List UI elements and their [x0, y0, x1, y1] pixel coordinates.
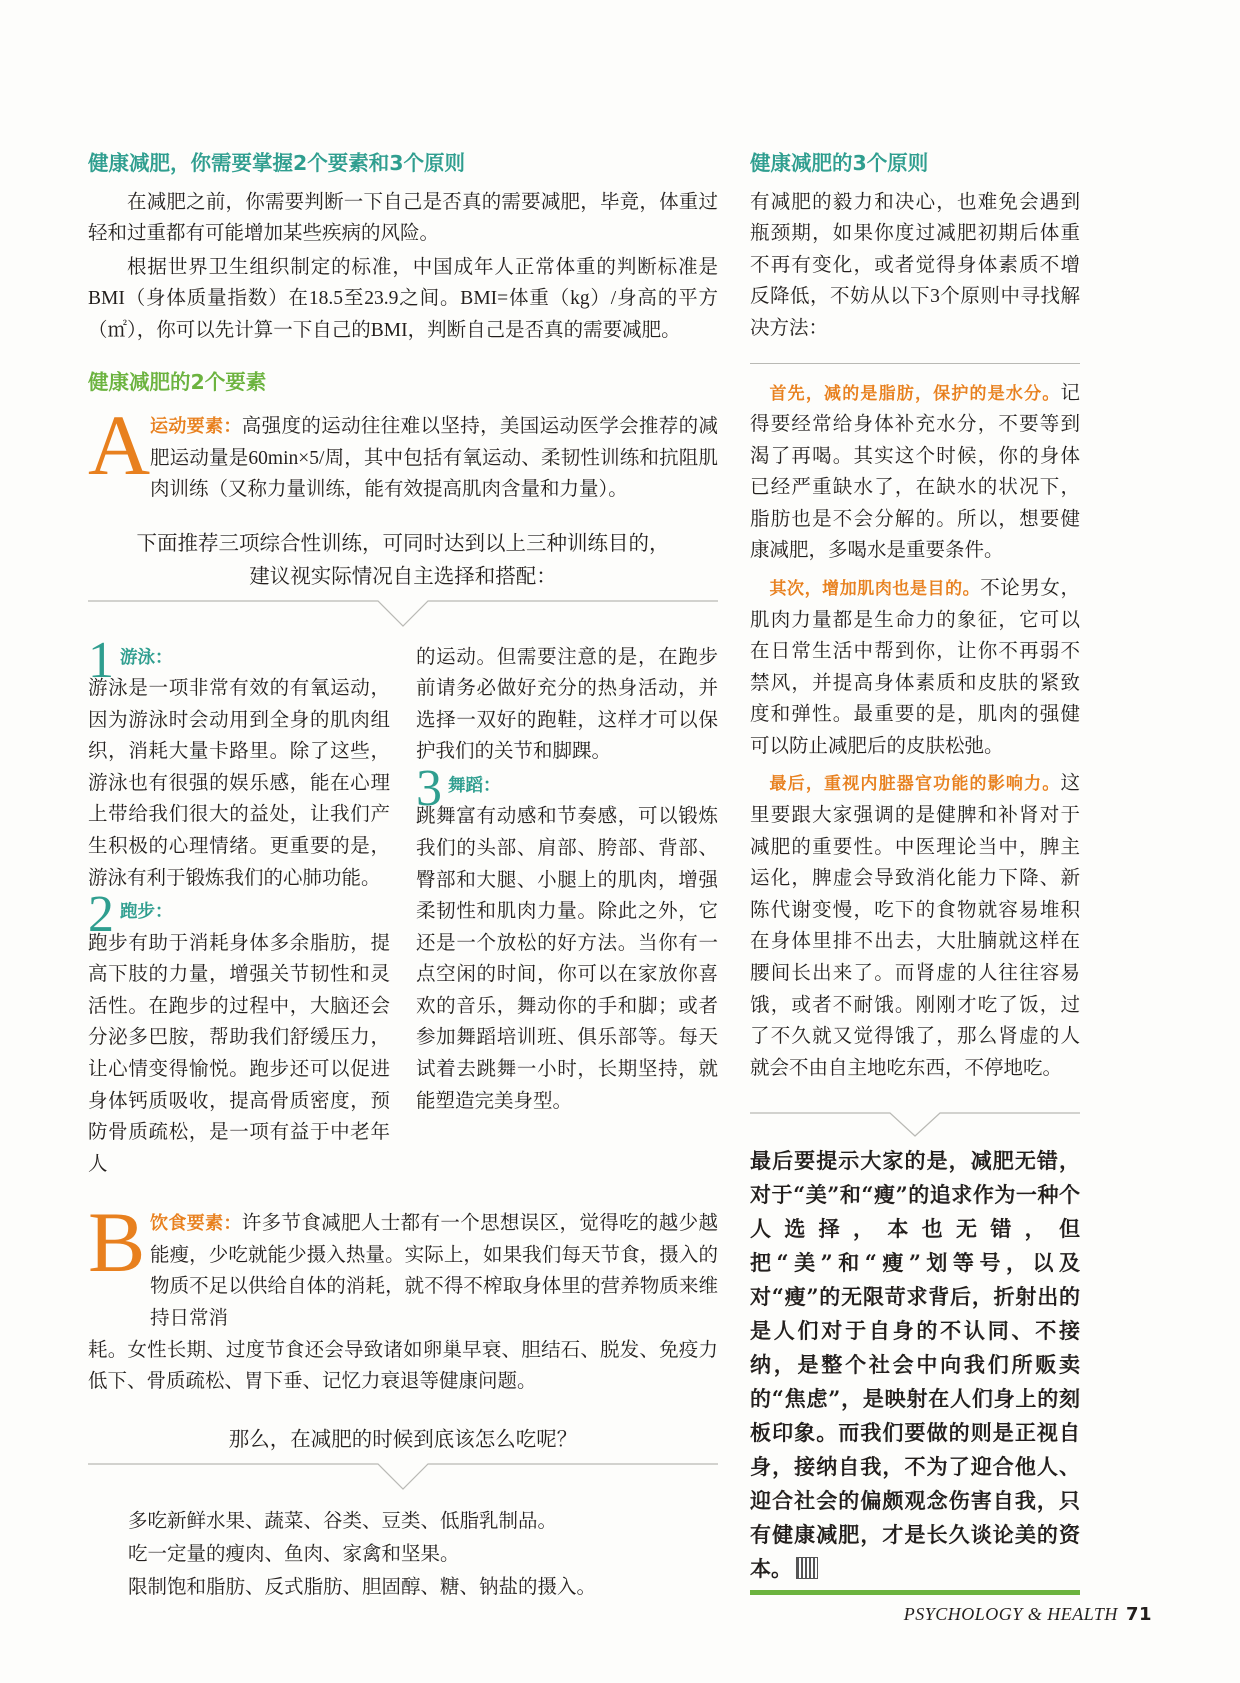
- right-column: [750, 150, 1080, 1595]
- element-b-text-head: 许多节食减肥人士都有一个思想误区，觉得吃的越少越能瘦，少吃就能少摄入热量。实际上，如果我们每天节食，摄入的物质不足以供给自体的消耗，就不得不榨取身体里的营养物质来维持日常消: [150, 1213, 718, 1330]
- closing-paragraph: [750, 1144, 1080, 1586]
- item-number-1: 1: [88, 631, 114, 689]
- item-text-2-continued: 的运动。但需要注意的是，在跑步前请务必做好充分的热身活动，并选择一双好的跑鞋，这样才可以保护我们的关节和脚踝。: [416, 646, 718, 763]
- left-column: [88, 150, 718, 1604]
- list-item: [416, 759, 718, 1117]
- principles-intro: 有减肥的毅力和决心，也难免会遇到瓶颈期，如果你度过减肥初期后体重不再有变化，或者觉得身体素质不增反降低，不妨从以下3个原则中寻找解决方法：: [750, 191, 1080, 339]
- diet-question: 那么，在减肥的时候到底该怎么吃呢？: [228, 1428, 578, 1451]
- item-text-3: 跳舞富有动感和节奏感，可以锻炼我们的头部、肩部、胯部、背部、臀部和大腿、小腿上的肌肉，增强柔韧性和肌肉力量。除此之外，它还是一个放松的好方法。当你有一点空闲的时间，你可以在家放你喜欢的音乐，舞动你的手和脚；或者参加舞蹈培训班、俱乐部等。每天试着去跳舞一小时，长期坚持，就能塑造完美身型。: [416, 806, 718, 1112]
- principle-1: [750, 378, 1080, 567]
- diet-recommendation-item: 吃一定量的瘦肉、鱼肉、家禽和坚果。: [128, 1543, 460, 1565]
- principle-3-label: 最后，重视内脏器官功能的影响力。: [769, 774, 1061, 795]
- dropcap-a: A: [88, 397, 151, 494]
- principles-heading: 健康减肥的3个原则: [750, 151, 929, 175]
- element-block-a: [88, 397, 718, 506]
- training-note: [88, 528, 718, 594]
- numbered-list-col-2: [416, 642, 718, 1183]
- element-a-label: 运动要素：: [150, 416, 242, 438]
- magazine-name: PSYCHOLOGY & HEALTH: [903, 1604, 1118, 1624]
- training-note-line1: 下面推荐三项综合性训练，可同时达到以上三种训练目的，: [136, 532, 670, 555]
- closing-text: 最后要提示大家的是，减肥无错，对于“美”和“瘦”的追求作为一种个人选择，本也无错，但把“美”和“瘦”划等号，以及对“瘦”的无限苛求背后，折射出的是人们对于自身的不认同、不接纳，是整个社会中向我们所贩卖的“焦虑”，是映射在人们身上的刻板印象。而我们要做的则是正视自身，接纳自我，不为了迎合他人、迎合社会的偏颇观念伤害自我，只有健康减肥，才是长久谈论美的资本。: [750, 1148, 1080, 1582]
- item-label-2: 跑步：: [120, 902, 173, 923]
- principle-2-label: 其次，增加肌肉也是目的。: [769, 579, 981, 599]
- element-b-text-tail: 耗。女性长期、过度节食还会导致诸如卵巢早衰、胆结石、脱发、免疫力低下、骨质疏松、胃下垂、记忆力衰退等健康问题。: [88, 1339, 718, 1393]
- principle-2-text: 不论男女，肌肉力量都是生命力的象征，它可以在日常生活中帮到你，让你不再弱不禁风，并提高身体素质和皮肤的紧致度和弹性。最重要的是，肌肉的强健可以防止减肥后的皮肤松弛。: [750, 578, 1080, 757]
- dropcap-b: B: [88, 1194, 146, 1291]
- closing-bracket-graphic: [750, 1112, 1080, 1138]
- principle-1-label: 首先，减的是脂肪，保护的是水分。: [769, 383, 1061, 404]
- divider-rule-top: [750, 363, 1080, 364]
- page-title: 健康减肥，你需要掌握2个要素和3个原则: [88, 151, 466, 175]
- diet-recommendation-item: 多吃新鲜水果、蔬菜、谷类、豆类、低脂乳制品。: [128, 1510, 558, 1532]
- list-item: [88, 631, 390, 895]
- elements-heading: 健康减肥的2个要素: [88, 369, 267, 394]
- diet-recommendations: [128, 1505, 718, 1604]
- intro-paragraph-1: 在减肥之前，你需要判断一下自己是否真的需要减肥，毕竟，体重过轻和过重都有可能增加某些疾病的风险。: [88, 191, 718, 245]
- closing-block: [750, 1086, 1080, 1595]
- item-number-2: 2: [88, 886, 114, 944]
- funnel-divider-1-graphic: [88, 600, 718, 628]
- funnel-divider-2: [88, 1463, 718, 1491]
- principle-3: [750, 768, 1080, 1084]
- item-text-2: 跑步有助于消耗身体多余脂肪，提高下肢的力量，增强关节韧性和灵活性。在跑步的过程中，大脑还会分泌多巴胺，帮助我们舒缓压力，让心情变得愉悦。跑步还可以促进身体钙质吸收，提高骨质密度，预防骨质疏松，是一项有益于中老年人: [88, 932, 390, 1175]
- principle-1-text: 记得要经常给身体补充水分，不要等到渴了再喝。其实这个时候，你的身体已经严重缺水了，在缺水的状况下，脂肪也是不会分解的。所以，想要健康减肥，多喝水是重要条件。: [750, 382, 1080, 562]
- page-number: 71: [1125, 1604, 1152, 1625]
- item-text-1: 游泳是一项非常有效的有氧运动，因为游泳时会动用到全身的肌肉组织，消耗大量卡路里。除了这些，游泳也有很强的娱乐感，能在心理上带给我们很大的益处，让我们产生积极的心理情绪。更重要的是，游泳有利于锻炼我们的心肺功能。: [88, 678, 390, 889]
- item-label-3: 舞蹈：: [448, 775, 501, 796]
- element-a-text: 高强度的运动往往难以坚持，美国运动医学会推荐的减肥运动量是60min×5/周，其中包括有氧运动、柔韧性训练和抗阻肌肉训练（又称力量训练，能有效提高肌肉含量和力量）。: [150, 416, 718, 501]
- intro-paragraph-2: 根据世界卫生组织制定的标准，中国成年人正常体重的判断标准是BMI（身体质量指数）在18.5至23.9之间。BMI=体重（kg）/身高的平方（㎡），你可以先计算一下自己的BMI，判断自己是否真的需要减肥。: [88, 256, 718, 341]
- numbered-training-list: [88, 631, 718, 1183]
- list-item: [88, 886, 390, 1180]
- funnel-divider-1: [88, 600, 718, 628]
- closing-accent-bar: [750, 1590, 1080, 1595]
- list-item-continuation: [416, 642, 718, 768]
- element-block-b: [88, 1194, 718, 1397]
- funnel-divider-2-graphic: [88, 1463, 718, 1491]
- item-label-1: 游泳：: [120, 647, 173, 668]
- item-number-3: 3: [416, 759, 442, 817]
- element-b-label: 饮食要素：: [150, 1213, 242, 1235]
- principle-3-text: 这里要跟大家强调的是健脾和补肾对于减肥的重要性。中医理论当中，脾主运化，脾虚会导致消化能力下降、新陈代谢变慢，吃下的食物就容易堆积在身体里排不出去，大肚腩就这样在腰间长出来了。而肾虚的人往往容易饿，或者不耐饿。刚刚才吃了饭，过了不久就又觉得饿了，那么肾虚的人就会不由自主地吃东西，不停地吃。: [750, 773, 1080, 1079]
- training-note-line2: 建议视实际情况自主选择和搭配：: [249, 565, 557, 588]
- diet-recommendation-item: 限制饱和脂肪、反式脂肪、胆固醇、糖、钠盐的摄入。: [128, 1576, 597, 1598]
- page-footer: [904, 1604, 1152, 1625]
- end-mark-icon: [796, 1557, 818, 1579]
- numbered-list-col-1: [88, 631, 390, 1183]
- principle-2: [750, 573, 1080, 762]
